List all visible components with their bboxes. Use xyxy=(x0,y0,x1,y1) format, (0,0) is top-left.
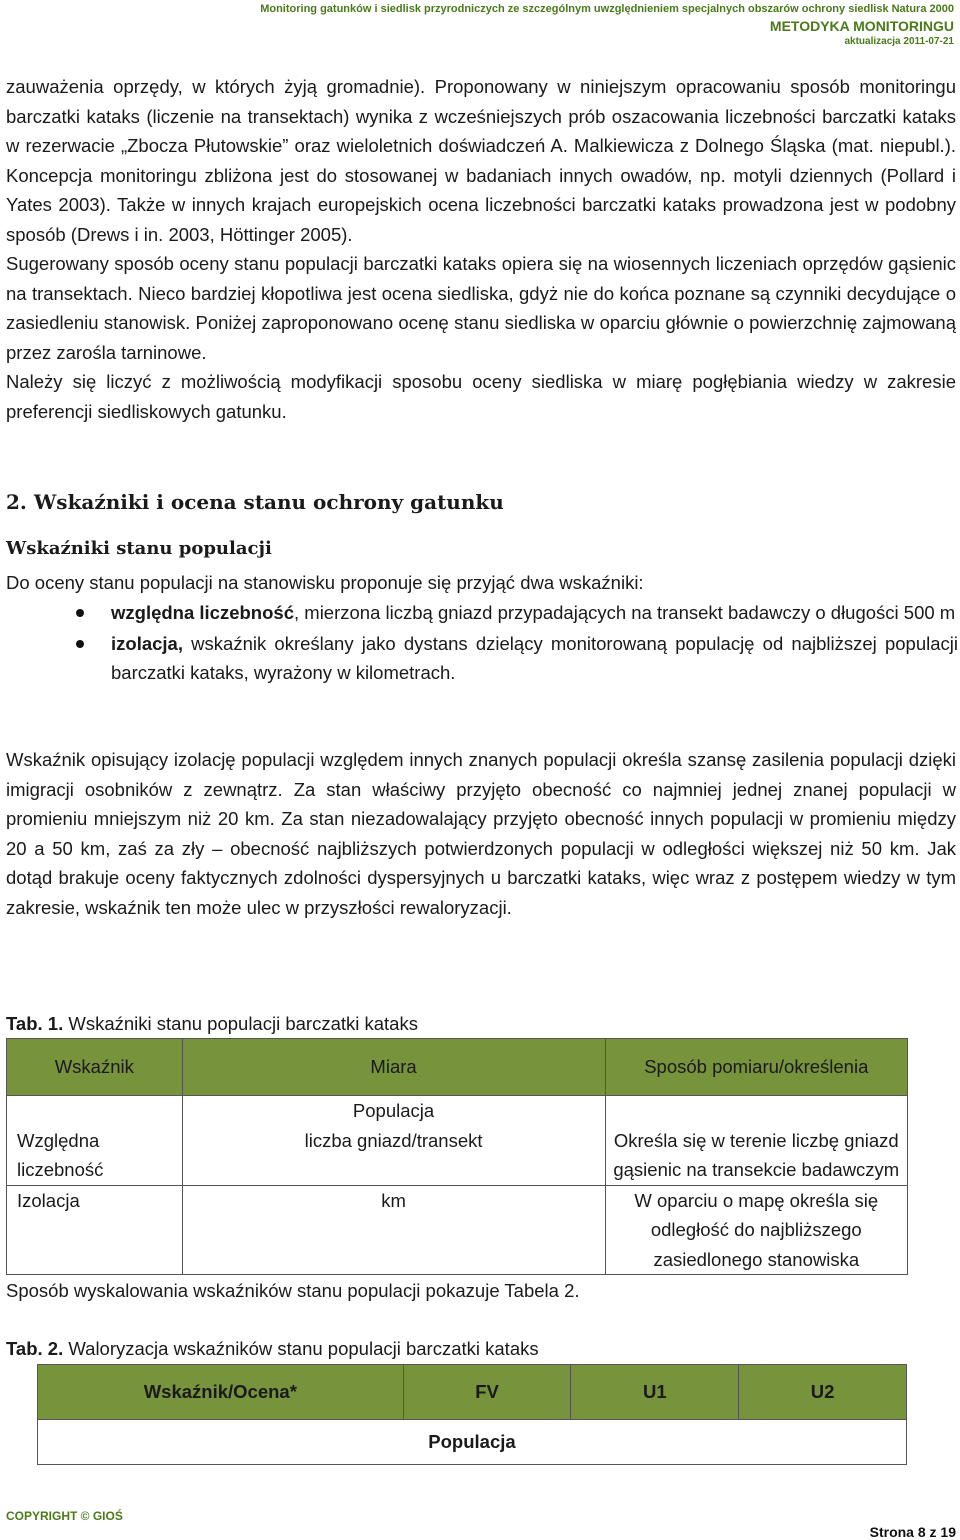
header-subtitle: METODYKA MONITORINGU xyxy=(769,18,954,34)
table2-reference-text: Sposób wyskalowania wskaźników stanu populacji pokazuje Tabela 2. xyxy=(6,1280,580,1301)
header-title: Monitoring gatunków i siedlisk przyrodniczych ze szczególnym uwzględnieniem specjalnych obszarów ochrony siedlisk Natura 2000 xyxy=(260,3,954,15)
table-cell: W oparciu o mapę określa się odległość do najbliższego zasiedlonego stanowiska xyxy=(605,1185,907,1275)
column-header: Miara xyxy=(182,1039,605,1096)
column-header: U2 xyxy=(739,1365,907,1420)
table2-label: Tab. 2. xyxy=(6,1338,64,1359)
table-cell: km xyxy=(182,1185,605,1275)
table1-label: Tab. 1. xyxy=(6,1013,64,1034)
column-header: Wskaźnik/Ocena* xyxy=(38,1365,404,1420)
header-date: aktualizacja 2011-07-21 xyxy=(844,36,954,47)
indicator-description: , mierzona liczbą gniazd przypadających na transekt badawczy o długości 500 m xyxy=(294,602,956,623)
bullet-icon xyxy=(76,609,84,617)
indicators-intro: Do oceny stanu populacji na stanowisku proponuje się przyjąć dwa wskaźniki: xyxy=(6,572,644,593)
page-number: Strona 8 z 19 xyxy=(869,1524,956,1540)
table1-title: Wskaźniki stanu populacji barczatki kataks xyxy=(63,1013,418,1034)
indicators-list xyxy=(0,598,958,689)
table2-indicator-valuation xyxy=(37,1364,907,1465)
group-label: Populacja xyxy=(352,1100,435,1121)
table-cell: Określa się w terenie liczbę gniazd gąsienic na transekcie badawczym xyxy=(605,1096,907,1186)
table-row xyxy=(7,1096,908,1186)
copyright-text: COPYRIGHT © GIOŚ xyxy=(6,1509,123,1523)
paragraph-modification-note: Należy się liczyć z możliwością modyfikacji sposobu oceny siedliska w miarę pogłębiania wiedzy w zakresie preferencji siedliskowych gatunku. xyxy=(6,371,956,422)
indicator-description: wskaźnik określany jako dystans dzielący monitorowaną populację od najbliższej populacji barczatki kataks, wyrażony w kilometrach. xyxy=(111,632,958,683)
paragraph-isolation: Wskaźnik opisujący izolację populacji względem innych znanych populacji określa szansę zasilenia populacji dzięki imigracji osobników z zewnątrz. Za stan właściwy przyjęto obecność co najmniej jednej znanej populacji w promieniu mniejszym niż 20 km. Za stan niezadowalający przyjęto obecność innych populacji w promieniu między 20 a 50 km, zaś za zły – obecność najbliższych potwierdzonych populacji w odległości większej niż 50 km. Jak dotąd brakuje oceny faktycznych zdolności dyspersyjnych u barczatki kataks, więc wraz z postępem wiedzy w tym zakresie, wskaźnik ten może ulec w przyszłości rewaloryzacji. xyxy=(6,749,956,918)
list-item xyxy=(0,629,958,688)
bullet-icon xyxy=(76,640,84,648)
table1-population-indicators xyxy=(6,1038,908,1275)
row-label: Izolacja xyxy=(7,1185,183,1275)
column-header: FV xyxy=(403,1365,571,1420)
column-header: U1 xyxy=(571,1365,739,1420)
table-row xyxy=(7,1185,908,1275)
page-header xyxy=(260,2,954,49)
column-header: Sposób pomiaru/określenia xyxy=(605,1039,907,1096)
table1-caption xyxy=(6,1012,418,1036)
list-item xyxy=(0,598,958,628)
table2-caption xyxy=(6,1337,539,1361)
column-header: Wskaźnik xyxy=(7,1039,183,1096)
intro-text-block xyxy=(6,72,956,426)
indicator-name: izolacja, xyxy=(111,632,183,654)
subsection-heading: Wskaźniki stanu populacji xyxy=(6,538,272,559)
table-header-row xyxy=(7,1039,908,1096)
table-group-row xyxy=(38,1420,907,1465)
section-heading: 2. Wskaźniki i ocena stanu ochrony gatunku xyxy=(6,490,504,514)
table-header-row xyxy=(38,1365,907,1420)
group-label: Populacja xyxy=(38,1420,907,1465)
row-label: Względna liczebność xyxy=(7,1096,183,1186)
table2-title: Waloryzacja wskaźników stanu populacji barczatki kataks xyxy=(63,1338,539,1359)
indicator-name: względna liczebność xyxy=(111,602,294,623)
table-cell: Populacja liczba gniazd/transekt xyxy=(182,1096,605,1186)
paragraph-suggested-assessment: Sugerowany sposób oceny stanu populacji barczatki kataks opiera się na wiosennych liczeniach oprzędów gąsienic na transektach. Nieco bardziej kłopotliwa jest ocena siedliska, gdyż nie do końca poznane są czynniki decydujące o zasiedleniu stanowisk. Poniżej zaproponowano ocenę stanu siedliska w oparciu głównie o powierzchnię zajmowaną przez zarośla tarninowe. xyxy=(6,253,956,363)
paragraph-monitoring-method: zauważenia oprzędy, w których żyją gromadnie). Proponowany w niniejszym opracowaniu sposób monitoringu barczatki kataks (liczenie na transektach) wynika z wcześniejszych prób oszacowania liczebności barczatki kataks w rezerwacie „Zbocza Płutowskie” oraz wieloletnich doświadczeń A. Malkiewicza z Dolnego Śląska (mat. niepubl.). Koncepcja monitoringu zbliżona jest do stosowanej w badaniach innych owadów, np. motyli dziennych (Pollard i Yates 2003). Także w innych krajach europejskich ocena liczebności barczatki kataks prowadzona jest w podobny sposób (Drews i in. 2003, Höttinger 2005). xyxy=(6,76,956,245)
